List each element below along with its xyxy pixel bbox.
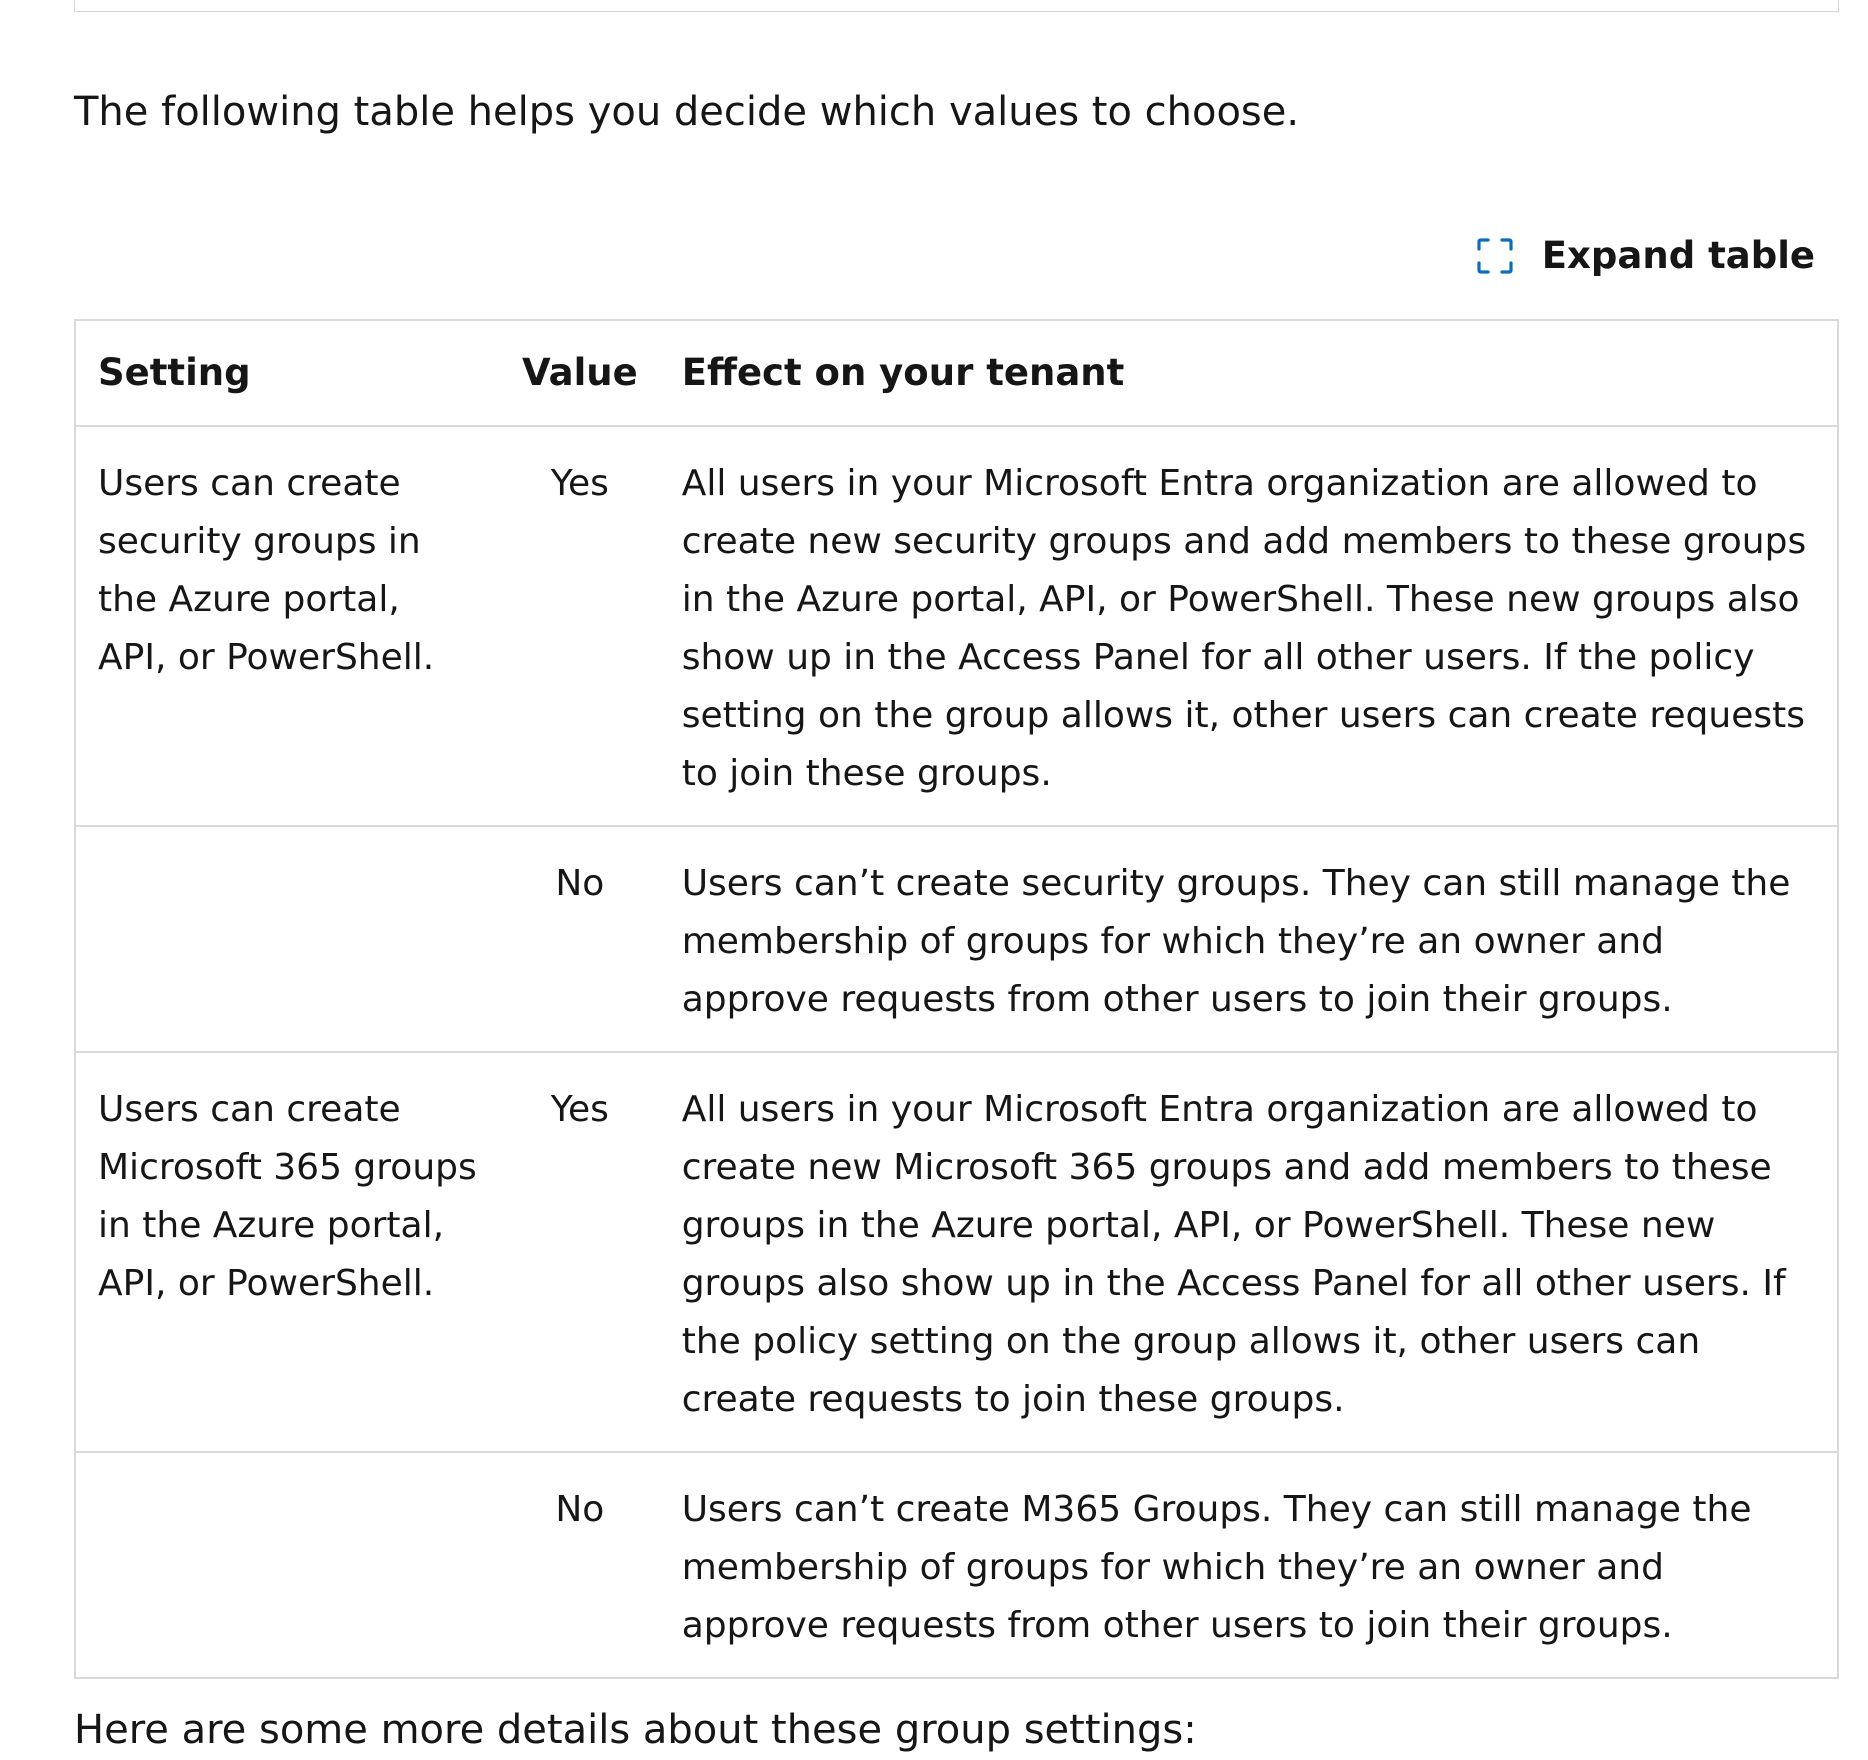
expand-icon — [1476, 237, 1514, 275]
outro-paragraph: Here are some more details about these group settings: — [74, 1707, 1197, 1753]
cell-value: No — [500, 826, 660, 1052]
cell-effect: All users in your Microsoft Entra organization are allowed to create new security groups and add members to these groups in the Azure portal, API, or PowerShell. These new groups also show up in the Access Panel for all other users. If the policy setting on the group allows it, other users can create requests to join these groups. — [660, 426, 1838, 826]
cell-effect: All users in your Microsoft Entra organization are allowed to create new Microsoft 365 groups and add members to these groups in the Azure portal, API, or PowerShell. These new groups also show up in the Access Panel for all other users. If the policy setting on the group allows it, other users can create requests to join these groups. — [660, 1052, 1838, 1452]
cell-effect: Users can’t create security groups. They can still manage the membership of groups for which they’re an owner and approve requests from other users to join their groups. — [660, 826, 1838, 1052]
header-value: Value — [500, 320, 660, 426]
cell-value: No — [500, 1452, 660, 1678]
table-header-row — [75, 320, 1838, 426]
header-setting: Setting — [75, 320, 500, 426]
settings-table — [74, 319, 1839, 1679]
table-row — [75, 1452, 1838, 1678]
expand-table-label: Expand table — [1541, 234, 1815, 277]
cell-setting — [75, 1452, 500, 1678]
cell-effect: Users can’t create M365 Groups. They can still manage the membership of groups for which they’re an owner and approve requests from other users to join their groups. — [660, 1452, 1838, 1678]
cell-value: Yes — [500, 1052, 660, 1452]
expand-table-button[interactable] — [1476, 226, 1815, 286]
intro-paragraph: The following table helps you decide which values to choose. — [74, 89, 1300, 135]
cell-value: Yes — [500, 426, 660, 826]
previous-content-box — [74, 0, 1839, 12]
table-row — [75, 426, 1838, 826]
cell-setting: Users can create Microsoft 365 groups in the Azure portal, API, or PowerShell. — [75, 1052, 500, 1452]
cell-setting — [75, 826, 500, 1052]
table-row — [75, 1052, 1838, 1452]
table-row — [75, 826, 1838, 1052]
cell-setting: Users can create security groups in the Azure portal, API, or PowerShell. — [75, 426, 500, 826]
header-effect: Effect on your tenant — [660, 320, 1838, 426]
